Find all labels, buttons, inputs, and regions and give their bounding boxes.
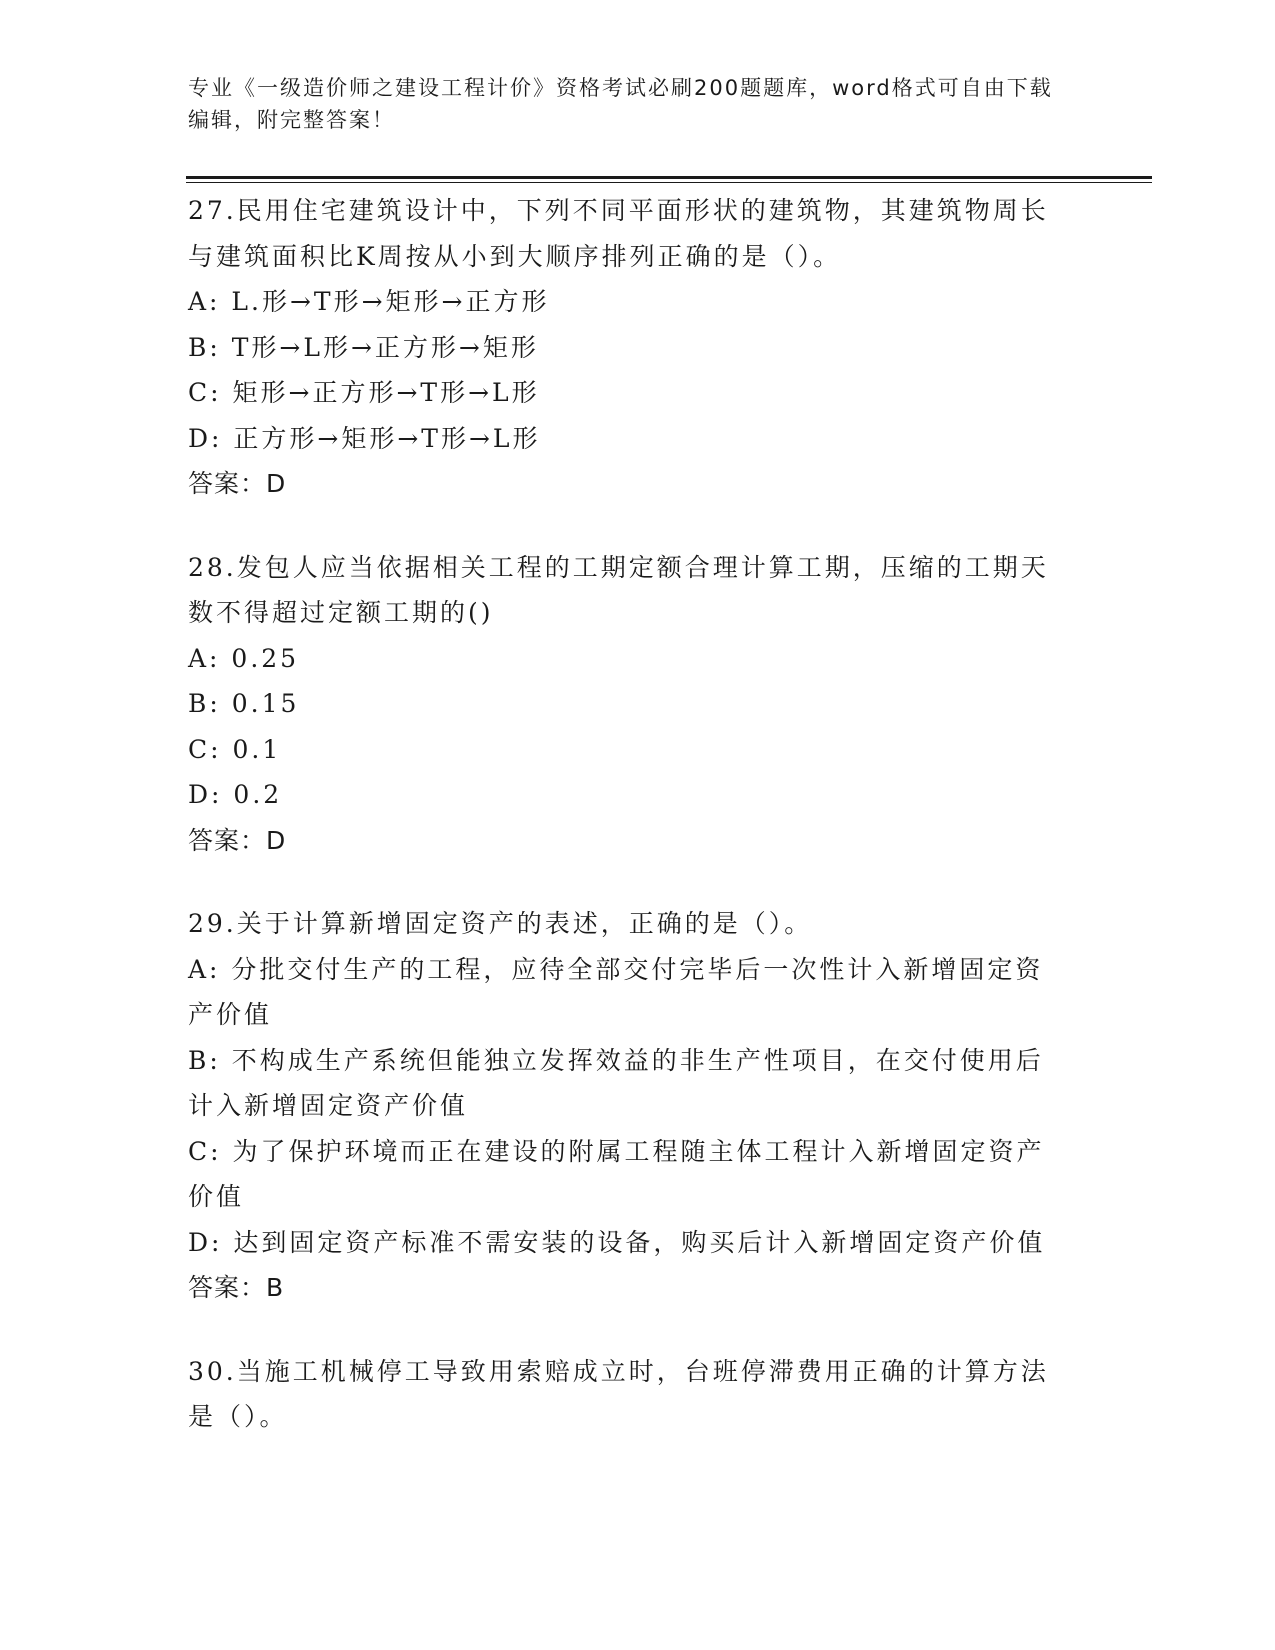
option-a: A: L.形→T形→矩形→正方形 <box>188 287 550 316</box>
option-c: C: 矩形→正方形→T形→L形 <box>188 378 540 407</box>
question-28 <box>188 545 1068 864</box>
question-list <box>188 188 1068 1478</box>
option-d: D: 正方形→矩形→T形→L形 <box>188 423 541 453</box>
answer-line: 答案：D <box>188 469 287 498</box>
answer-line: 答案：D <box>188 825 287 855</box>
option-b: B: 不构成生产系统但能独立发挥效益的非生产性项目，在交付使用后计入新增固定资产价值 <box>188 1045 1044 1120</box>
option-c: C: 为了保护环境而正在建设的附属工程随主体工程计入新增固定资产价值 <box>188 1136 1045 1211</box>
question-27 <box>188 188 1068 507</box>
header-divider-thick <box>186 176 1152 179</box>
question-stem: 29.关于计算新增固定资产的表述，正确的是（）。 <box>188 909 813 938</box>
option-b: B: 0.15 <box>188 689 300 718</box>
question-30 <box>188 1349 1068 1440</box>
question-stem: 28.发包人应当依据相关工程的工期定额合理计算工期，压缩的工期天数不得超过定额工期的() <box>188 552 1049 627</box>
option-d: D: 0.2 <box>188 780 283 809</box>
option-c: C: 0.1 <box>188 734 282 764</box>
document-intro: 专业《一级造价师之建设工程计价》资格考试必刷200题题库，word格式可自由下载编辑，附完整答案！ <box>188 76 1053 132</box>
question-stem: 27.民用住宅建筑设计中，下列不同平面形状的建筑物，其建筑物周长与建筑面积比K周按从小到大顺序排列正确的是（）。 <box>188 196 1049 271</box>
option-a: A: 分批交付生产的工程，应待全部交付完毕后一次性计入新增固定资产价值 <box>188 954 1044 1029</box>
header-divider-thin <box>186 182 1152 183</box>
option-b: B: T形→L形→正方形→矩形 <box>188 332 539 362</box>
option-a: A: 0.25 <box>188 643 300 673</box>
answer-line: 答案：B <box>188 1273 285 1302</box>
question-29 <box>188 901 1068 1311</box>
option-d: D: 达到固定资产标准不需安装的设备，购买后计入新增固定资产价值 <box>188 1227 1046 1257</box>
question-stem: 30.当施工机械停工导致用索赔成立时，台班停滞费用正确的计算方法是（）。 <box>188 1356 1049 1431</box>
